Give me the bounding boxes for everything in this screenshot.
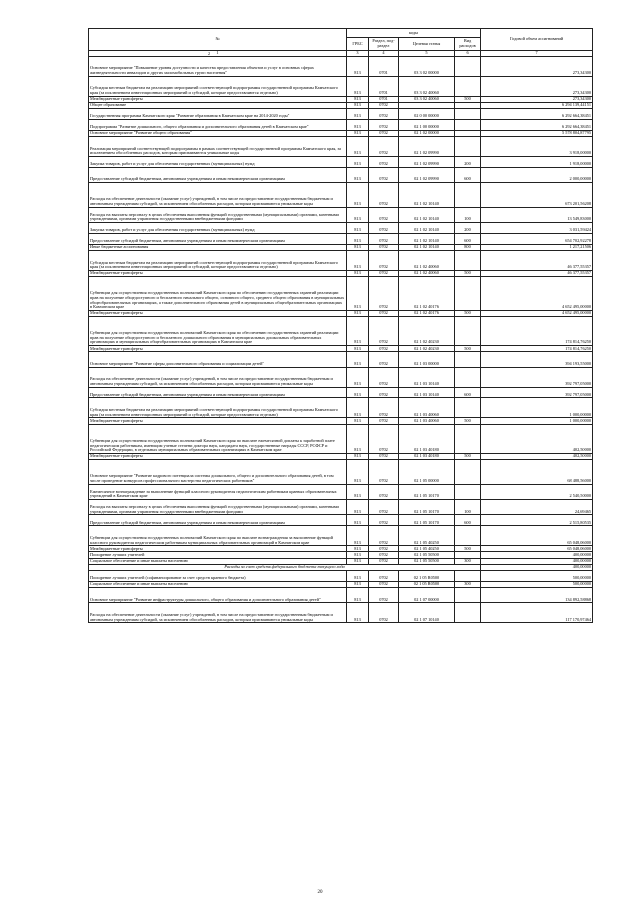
cell-vid [455,119,481,130]
cell-name: Межбюджетные трансферты [89,270,347,276]
cell-razdel: 0702 [369,581,399,587]
cell-razdel: 0702 [369,570,399,581]
cell-grbs: 813 [347,424,369,453]
table-row [89,460,593,485]
cell-grbs: 813 [347,499,369,514]
cell-amount: 1 000,00000 [481,418,593,424]
cell-amount: 65 048,06000 [481,526,593,546]
cell-amount: 2 515,80535 [481,515,593,526]
header-grbs: ГРБС [347,38,369,51]
cell-vid [455,367,481,387]
page-number: 20 [317,890,323,895]
cell-target: 03 3 02 40060 [399,76,455,96]
cell-amount: 394 193,55000 [481,352,593,367]
cell-name: Субвенции для осуществления государственных полномочий Камчатского края по обеспечению государственных гарантий реализации прав на получение общедоступного и бесплатного дошкольного образования в муниципальных дошкольных образовательных организациях и муниципальных общеобразовательных организациях в Камчатском крае [89,316,347,345]
cell-name: Общее образование [89,102,347,108]
cell-vid: 100 [455,499,481,514]
cell-name: Расходы на обеспечение деятельности (оказание услуг) учреждений, в том числе на предоставление государственным бюджетным и автономным учреждениям субсидий, за исключением обособленных расходов, которым присваиваются уникальные коды [89,182,347,207]
cell-grbs: 813 [347,460,369,485]
cell-name: Межбюджетные трансферты [89,418,347,424]
cell-razdel: 0702 [369,515,399,526]
cell-grbs: 813 [347,233,369,244]
cell-razdel: 0702 [369,387,399,398]
cell-vid: 500 [455,453,481,459]
cell-razdel: 0702 [369,453,399,459]
cell-vid: 500 [455,346,481,352]
cell-vid: 500 [455,96,481,102]
cell-amount: 46 377,55357 [481,270,593,276]
cell-vid: 600 [455,515,481,526]
cell-grbs: 813 [347,167,369,182]
cell-target: 02 1 02 10140 [399,244,455,250]
cell-name: Субвенции для осуществления государственных полномочий Камчатского края по выплате ежемесячной доплаты к заработной плате педагогическим работникам, имеющим ученые степени доктора наук, кандидата наук, государственные награды СССР, РСФСР и Российской Федерации, в отдельных муниципальных образовательных организациях в Камчатском крае [89,424,347,453]
cell-vid: 100 [455,207,481,222]
cell-target: 02 1 03 00000 [399,352,455,367]
cell-vid [455,603,481,623]
cell-vid [455,526,481,546]
cell-amount: 24,69465 [481,499,593,514]
cell-razdel: 0702 [369,316,399,345]
cell-vid: 600 [455,387,481,398]
table-row [89,182,593,207]
cell-razdel: 0702 [369,108,399,119]
cell-name: Межбюджетные трансферты [89,453,347,459]
cell-name: Расходы на выплаты персоналу в целях обеспечения выполнения функций государственными (муниципальными) органами, казенными учреждениями, органами управления государственными внебюджетными фондами [89,207,347,222]
cell-name: Расходы на выплаты персоналу в целях обеспечения выполнения функций государственными (муниципальными) органами, казенными учреждениями, органами управления государственными внебюджетными фондами [89,499,347,514]
cell-vid: 300 [455,581,481,587]
cell-razdel: 0702 [369,367,399,387]
cell-razdel: 0702 [369,587,399,602]
cell-target: 02 1 05 50500 [399,558,455,564]
cell-vid: 500 [455,270,481,276]
cell-vid: 500 [455,418,481,424]
cell-grbs: 813 [347,558,369,564]
cell-name: Государственная программа Камчатского края "Развитие образования в Камчатском крае на 2014-2020 годы" [89,108,347,119]
cell-vid: 800 [455,244,481,250]
cell-razdel: 0702 [369,552,399,558]
cell-vid: 500 [455,546,481,552]
cell-target: 02 1 05 40250 [399,526,455,546]
cell-razdel: 0702 [369,222,399,233]
table-row [89,250,593,270]
cell-razdel: 0702 [369,250,399,270]
cell-name: Закупка товаров, работ и услуг для обеспечения государственных (муниципальных) нужд [89,156,347,167]
cell-grbs: 813 [347,310,369,316]
cell-name: Субсидия местным бюджетам на реализацию мероприятий соответствующей подпрограммы государственной программы Камчатского края (за исключением инвестиционных мероприятий и субсидий, которые предоставляются отдельно) [89,250,347,270]
cell-grbs: 813 [347,526,369,546]
cell-grbs: 813 [347,316,369,345]
cell-vid [455,276,481,310]
cell-target: 02 1 02 40060 [399,250,455,270]
cell-grbs: 813 [347,76,369,96]
cell-grbs: 813 [347,119,369,130]
cell-target: 02 1 05 00000 [399,460,455,485]
cell-target: 02 1 05 50500 [399,552,455,558]
cell-razdel: 0701 [369,96,399,102]
cell-amount: 5 578 804,87795 [481,130,593,136]
cell-grbs: 813 [347,484,369,499]
cell-amount: 174 814,76250 [481,346,593,352]
cell-amount: 500,00000 [481,581,593,587]
cell-vid [455,484,481,499]
cell-grbs: 813 [347,276,369,310]
cell-target: 02 1 07 00000 [399,587,455,602]
cell-target: 02 1 02 40176 [399,276,455,310]
cell-name: Субсидия местным бюджетам на реализацию мероприятий соответствующей подпрограммы государственной программы Камчатского края (за исключением инвестиционных мероприятий и субсидий, которые предоставляются отдельно) [89,398,347,418]
cell-grbs: 813 [347,367,369,387]
table-row [89,136,593,156]
cell-razdel: 0702 [369,276,399,310]
cell-target: 02 1 02 40230 [399,316,455,345]
cell-amount: 2 000,00000 [481,167,593,182]
cell-grbs: 813 [347,244,369,250]
cell-target: 02 1 02 10140 [399,207,455,222]
cell-note: Расходы за счет средств федерального бюджета текущего года [89,564,481,570]
cell-amount: 65 048,06000 [481,546,593,552]
cell-amount: 3 918,00000 [481,136,593,156]
cell-target: 02 0 00 00000 [399,108,455,119]
cell-grbs: 813 [347,398,369,418]
cell-razdel: 0702 [369,546,399,552]
cell-amount: 392 797,05000 [481,367,593,387]
cell-amount: 273,34300 [481,56,593,76]
cell-target: 02 1 02 10140 [399,182,455,207]
cell-grbs: 813 [347,581,369,587]
cell-razdel: 0702 [369,526,399,546]
cell-amount: 46 377,55357 [481,250,593,270]
table-row [89,603,593,623]
cell-grbs: 813 [347,515,369,526]
cell-target: 02 1 02 40230 [399,346,455,352]
cell-grbs: 813 [347,136,369,156]
table-row [89,233,593,244]
table-row [89,424,593,453]
cell-grbs: 813 [347,418,369,424]
header-codes: коды [347,29,481,38]
table-row [89,387,593,398]
cell-amount: 134 892,58868 [481,587,593,602]
cell-target: 02 1 03 40180 [399,453,455,459]
cell-vid: 500 [455,310,481,316]
cell-name: Основное мероприятие "Развитие кадрового потенциала системы дошкольного, общего и дополнительного образования детей, в том числе проведение конкурсов профессионального мастерства педагогических работников" [89,460,347,485]
cell-amount: 68 488,56000 [481,460,593,485]
table-row [89,570,593,581]
cell-amount: 1 217,21506 [481,244,593,250]
cell-amount: 400,00000 [481,552,593,558]
cell-name: Социальное обеспечение и иные выплаты населению [89,558,347,564]
cell-target: 03 3 02 40060 [399,96,455,102]
cell-amount: 273,34300 [481,76,593,96]
cell-name: Предоставление субсидий бюджетным, автономным учреждениям и иным некоммерческим организациям [89,167,347,182]
cell-razdel: 0702 [369,270,399,276]
cell-razdel: 0702 [369,119,399,130]
cell-razdel: 0702 [369,499,399,514]
cell-razdel: 0702 [369,136,399,156]
cell-name: Основное мероприятие "Развитие сферы дополнительного образования и социализации детей" [89,352,347,367]
cell-name: Предоставление субсидий бюджетным, автономным учреждениям и иным некоммерческим организациям [89,515,347,526]
cell-target: 02 1 05 10170 [399,515,455,526]
header-amount: Годовой объем ассигнований [481,29,593,51]
table-row [89,167,593,182]
cell-target: 02 1 02 10140 [399,222,455,233]
cell-vid [455,352,481,367]
cell-grbs: 813 [347,352,369,367]
cell-grbs: 813 [347,453,369,459]
cell-name: Социальное обеспечение и иные выплаты населению [89,581,347,587]
cell-razdel: 0702 [369,233,399,244]
cell-name: Межбюджетные трансферты [89,346,347,352]
cell-name: Субсидия местным бюджетам на реализацию мероприятий соответствующей подпрограммы государственной программы Камчатского края (за исключением инвестиционных мероприятий и субсидий, которые предоставляются отдельно) [89,76,347,96]
cell-amount: 4 652 495,00000 [481,276,593,310]
cell-grbs: 813 [347,603,369,623]
cell-target: 02 1 05 40250 [399,546,455,552]
cell-vid: 600 [455,167,481,182]
table-row [89,398,593,418]
table-row [89,119,593,130]
cell-grbs: 813 [347,387,369,398]
cell-target: 02 1 05 10170 [399,484,455,499]
cell-grbs: 813 [347,552,369,558]
cell-razdel: 0702 [369,156,399,167]
table-row [89,484,593,499]
cell-vid: 300 [455,558,481,564]
cell-amount: 400,00000 [481,564,593,570]
table-row [89,526,593,546]
cell-amount: 3 031,59424 [481,222,593,233]
column-number: 4 [369,51,399,57]
cell-name: Расходы на обеспечение деятельности (оказание услуг) учреждений, в том числе на предоставление государственным бюджетным и автономным учреждениям субсидий, за исключением обособленных расходов, которым присваиваются уникальные коды [89,603,347,623]
cell-razdel: 0702 [369,167,399,182]
cell-razdel: 0701 [369,76,399,96]
cell-vid [455,250,481,270]
column-number: 5 [399,51,455,57]
cell-name: Предоставление субсидий бюджетным, автономным учреждениям и иным некоммерческим организациям [89,387,347,398]
cell-vid [455,398,481,418]
cell-vid [455,182,481,207]
cell-name: Основное мероприятие "Повышение уровня доступности и качества предоставления объектов и услуг в основных сферах жизнедеятельности инвалидов и других маломобильных групп населения" [89,56,347,76]
cell-name: Предоставление субсидий бюджетным, автономным учреждениям и иным некоммерческим организациям [89,233,347,244]
cell-grbs: 813 [347,587,369,602]
cell-vid: 200 [455,156,481,167]
cell-grbs: 813 [347,156,369,167]
cell-razdel: 0702 [369,182,399,207]
header-razdel: Раздел, под-раздел [369,38,399,51]
cell-amount: 6 292 664,38451 [481,119,593,130]
cell-target: 02 1 05 R0500 [399,570,455,581]
cell-amount: 4 652 495,00000 [481,310,593,316]
cell-name: Основное мероприятие "Развитие общего образования" [89,130,347,136]
cell-razdel: 0702 [369,424,399,453]
cell-amount: 654 702,92278 [481,233,593,244]
cell-name: Субвенции для осуществления государственных полномочий Камчатского края по обеспечению государственных гарантий реализации прав на получение общедоступного и бесплатного начального общего, основного общего, среднего общего образования в муниципальных общеобразовательных организациях, а также дополнительного образования детей в муниципальных общеобразовательных организациях в Камчатском крае [89,276,347,310]
cell-target: 02 1 00 00000 [399,119,455,130]
cell-grbs: 813 [347,270,369,276]
cell-target: 02 1 02 40176 [399,310,455,316]
cell-target: 02 1 03 40060 [399,398,455,418]
cell-vid [455,460,481,485]
cell-amount: 392 797,05000 [481,387,593,398]
cell-razdel: 0702 [369,310,399,316]
table-row [89,316,593,345]
cell-name: Закупка товаров, работ и услуг для обеспечения государственных (муниципальных) нужд [89,222,347,233]
cell-grbs: 813 [347,102,369,108]
table-row [89,515,593,526]
cell-name: Расходы на обеспечение деятельности (оказание услуг) учреждений, в том числе на предоставление государственным бюджетным и автономным учреждениям субсидий, за исключением обособленных расходов, которым присваиваются уникальные коды [89,367,347,387]
cell-name: Реализация мероприятий соответствующей подпрограммы в рамках соответствующей государственной программы Камчатского края, за исключением обособленных расходов, которым присваиваются уникальные коды [89,136,347,156]
cell-target: 02 1 05 10170 [399,499,455,514]
cell-amount: 174 814,76250 [481,316,593,345]
cell-grbs: 813 [347,546,369,552]
cell-grbs: 813 [347,108,369,119]
cell-vid: 600 [455,233,481,244]
cell-amount: 402,50000 [481,453,593,459]
budget-table [88,28,593,623]
cell-vid [455,316,481,345]
cell-razdel: 0702 [369,352,399,367]
cell-grbs: 813 [347,56,369,76]
cell-vid [455,136,481,156]
cell-amount: 13 549,83000 [481,207,593,222]
cell-name: Субвенции для осуществления государственных полномочий Камчатского края по выплате вознаграждения за выполнение функций классного руководителя педагогическим работникам муниципальных образовательных организаций в Камчатском крае [89,526,347,546]
cell-razdel: 0702 [369,484,399,499]
header-target: Целевая статья [399,38,455,51]
cell-amount: 500,00000 [481,570,593,581]
cell-vid [455,56,481,76]
column-number: 6 [455,51,481,57]
cell-amount: 273,34300 [481,96,593,102]
cell-target: 02 1 05 R0500 [399,581,455,587]
cell-grbs: 813 [347,250,369,270]
column-number: 1 [89,51,347,57]
document-page [88,28,592,623]
cell-razdel: 0702 [369,244,399,250]
cell-razdel: 0702 [369,102,399,108]
table-body [89,56,593,623]
cell-vid [455,76,481,96]
cell-name: Поощрение лучших учителей (софинансирование за счет средств краевого бюджета) [89,570,347,581]
cell-target: 02 1 02 40060 [399,270,455,276]
cell-razdel: 0702 [369,558,399,564]
cell-razdel: 0702 [369,418,399,424]
cell-target: 02 1 02 09990 [399,156,455,167]
cell-target: 02 1 03 10140 [399,387,455,398]
header-vid: Вид расходов [455,38,481,51]
table-row [89,499,593,514]
cell-name: Поощрение лучших учителей [89,552,347,558]
cell-vid [455,587,481,602]
cell-target: 03 3 02 00000 [399,56,455,76]
cell-target: 02 1 02 09990 [399,167,455,182]
header-row-codes [89,29,593,38]
cell-name: Межбюджетные трансферты [89,310,347,316]
cell-amount: 1 000,00000 [481,398,593,418]
cell-grbs: 813 [347,222,369,233]
cell-name: Межбюджетные трансферты [89,96,347,102]
cell-razdel: 0702 [369,130,399,136]
cell-amount: 1 918,00000 [481,156,593,167]
cell-razdel: 0702 [369,346,399,352]
cell-target: 02 1 02 09990 [399,136,455,156]
table-row [89,76,593,96]
table-row [89,207,593,222]
cell-name: Подпрограмма "Развитие дошкольного, общего образования и дополнительного образования детей в Камчатском крае" [89,119,347,130]
cell-grbs: 813 [347,96,369,102]
table-row [89,108,593,119]
cell-grbs: 813 [347,346,369,352]
column-number: 7 [481,51,593,57]
header-number: № [89,29,347,51]
cell-name: Ежемесячное вознаграждение за выполнение функций классного руководителя педагогическим работникам краевых образовательных учреждений в Камчатском крае [89,484,347,499]
table-row [89,587,593,602]
cell-grbs: 813 [347,130,369,136]
table-row [89,56,593,76]
cell-amount: 400,00000 [481,558,593,564]
cell-amount: 2 540,50000 [481,484,593,499]
cell-vid [455,570,481,581]
cell-amount: 117 170,97464 [481,603,593,623]
cell-name: Основное мероприятие "Развитие инфраструктуры дошкольного, общего образования и дополнительного образования детей" [89,587,347,602]
table-row [89,222,593,233]
cell-vid [455,424,481,453]
cell-grbs: 813 [347,207,369,222]
cell-target: 02 1 02 00000 [399,130,455,136]
cell-razdel: 0701 [369,56,399,76]
cell-amount: 402,50000 [481,424,593,453]
cell-target: 02 1 03 10140 [399,367,455,387]
column-two-marker: 2 [208,51,210,56]
cell-amount: 6 292 664,38451 [481,108,593,119]
cell-target: 02 1 03 40060 [399,418,455,424]
cell-grbs: 813 [347,570,369,581]
table-row [89,156,593,167]
cell-vid: 200 [455,222,481,233]
cell-razdel: 0702 [369,460,399,485]
cell-amount: 6 294 139,44151 [481,102,593,108]
cell-name: Иные бюджетные ассигнования [89,244,347,250]
cell-razdel: 0702 [369,603,399,623]
cell-target: 02 1 03 40180 [399,424,455,453]
table-row [89,352,593,367]
cell-vid [455,108,481,119]
column-number: 3 [347,51,369,57]
cell-name: Межбюджетные трансферты [89,546,347,552]
cell-razdel: 0702 [369,207,399,222]
cell-target: 02 1 07 10140 [399,603,455,623]
cell-amount: 673 201,56208 [481,182,593,207]
table-row [89,367,593,387]
table-row [89,276,593,310]
cell-razdel: 0702 [369,398,399,418]
cell-grbs: 813 [347,182,369,207]
cell-target: 02 1 02 10140 [399,233,455,244]
